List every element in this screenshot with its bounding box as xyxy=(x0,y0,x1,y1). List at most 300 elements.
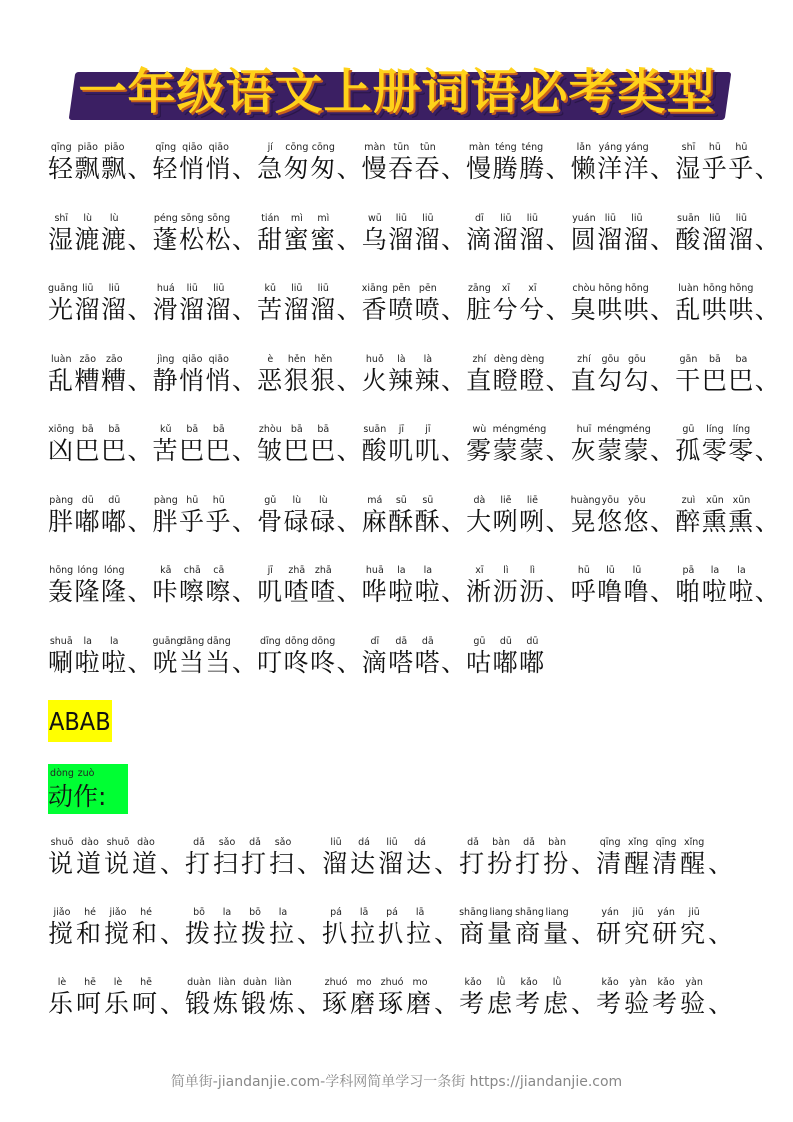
separator: 、 xyxy=(232,577,258,606)
pinyin-syllable: shī xyxy=(54,212,69,224)
separator: 、 xyxy=(127,224,153,254)
word-text: 考验考验 xyxy=(596,989,709,1018)
pinyin-syllable: hū xyxy=(735,142,748,153)
separator: 、 xyxy=(434,919,460,948)
separator: 、 xyxy=(336,295,362,324)
pinyin-syllable: liàn xyxy=(274,977,292,988)
word-item xyxy=(48,907,160,949)
pinyin-syllable: dèng xyxy=(493,353,518,365)
pinyin-syllable: shuā xyxy=(49,635,73,647)
word-text: 灰蒙蒙 xyxy=(570,436,651,465)
word-text: 锻炼锻炼 xyxy=(185,989,298,1018)
pinyin-syllable: ba xyxy=(735,353,748,365)
word-item xyxy=(257,424,337,466)
word-item xyxy=(48,283,128,325)
pinyin-syllable: hū xyxy=(212,494,225,506)
pinyin-syllable: liū xyxy=(526,212,539,224)
pinyin-syllable: dà xyxy=(473,494,486,506)
pinyin-syllable: huǒ xyxy=(365,353,384,365)
pinyin-syllable: lóng xyxy=(103,565,125,576)
category-text: 动作: xyxy=(48,782,107,811)
word-item xyxy=(466,495,546,537)
separator: 、 xyxy=(708,849,734,878)
pinyin-syllable: shāng xyxy=(515,907,544,918)
pinyin-syllable: liū xyxy=(709,212,721,224)
pinyin-syllable: qīng xyxy=(655,837,677,848)
pinyin-syllable: sǎo xyxy=(218,837,236,848)
pinyin-syllable: gū xyxy=(682,424,695,435)
word-text: 拨拉拨拉 xyxy=(185,919,298,948)
pinyin-syllable: cōng xyxy=(285,142,309,153)
pinyin-syllable: liàn xyxy=(218,977,236,988)
pinyin-syllable: jìng xyxy=(157,353,175,365)
word-text: 轰隆隆 xyxy=(48,577,128,606)
word-pinyin xyxy=(257,636,337,648)
pinyin-syllable: mo xyxy=(356,977,372,988)
pinyin-syllable: xī xyxy=(528,283,537,294)
word-item xyxy=(185,907,297,949)
word-row xyxy=(48,977,733,1019)
word-text: 扒拉扒拉 xyxy=(322,919,435,948)
word-text: 溜达溜达 xyxy=(322,849,435,878)
word-pinyin xyxy=(185,837,297,849)
pinyin-syllable: zhā xyxy=(288,565,306,576)
word-pinyin xyxy=(571,213,651,225)
pinyin-syllable: qiāo xyxy=(182,353,203,365)
pinyin-syllable: bā xyxy=(81,424,94,435)
pinyin-syllable: lì xyxy=(529,565,536,576)
category-label-action xyxy=(48,764,128,814)
word-text: 胖嘟嘟 xyxy=(48,506,128,536)
word-item xyxy=(571,424,651,466)
word-text: 苦溜溜 xyxy=(257,295,337,324)
pinyin-syllable: liū xyxy=(422,212,434,224)
word-pinyin xyxy=(362,142,442,154)
pinyin-syllable: bā xyxy=(290,424,303,435)
separator: 、 xyxy=(650,154,676,183)
pinyin-syllable: pá xyxy=(386,907,398,918)
word-text: 晃悠悠 xyxy=(570,506,651,536)
pinyin-syllable: gān xyxy=(679,353,698,365)
pinyin-syllable: dèng xyxy=(520,353,545,365)
word-item xyxy=(466,283,546,325)
word-pinyin xyxy=(675,354,755,366)
word-text: 搅和搅和 xyxy=(48,919,161,948)
separator: 、 xyxy=(545,436,571,465)
word-item xyxy=(675,424,755,466)
separator: 、 xyxy=(160,919,186,948)
word-text: 雾蒙蒙 xyxy=(466,436,546,465)
separator: 、 xyxy=(754,295,780,324)
separator: 、 xyxy=(127,577,153,606)
word-item xyxy=(153,213,233,255)
pinyin-syllable: jī xyxy=(425,424,431,435)
pinyin-syllable: dū xyxy=(81,494,94,506)
pinyin-syllable: la xyxy=(83,635,92,647)
separator: 、 xyxy=(754,224,780,254)
word-item xyxy=(257,636,337,678)
word-pinyin xyxy=(153,142,233,154)
word-item xyxy=(675,142,755,184)
word-pinyin xyxy=(466,213,546,225)
pinyin-syllable: è xyxy=(267,353,274,365)
pinyin-syllable: duàn xyxy=(187,977,211,988)
pinyin-syllable: dǎ xyxy=(193,837,205,848)
word-text: 臭哄哄 xyxy=(570,295,651,324)
word-item xyxy=(596,837,708,879)
pinyin-syllable: bā xyxy=(709,353,721,365)
pinyin-syllable: mo xyxy=(412,977,428,988)
pinyin-syllable: zhí xyxy=(472,353,487,365)
word-pinyin xyxy=(675,424,755,436)
pinyin-syllable: liū xyxy=(386,837,398,848)
separator: 、 xyxy=(754,154,780,183)
pinyin-syllable: xūn xyxy=(732,494,751,506)
pinyin-syllable: lǜ xyxy=(552,977,562,988)
pinyin-syllable: dāng xyxy=(206,635,231,647)
pinyin-syllable: liang xyxy=(489,907,513,918)
pinyin-syllable: zhòu xyxy=(258,424,282,435)
word-pinyin xyxy=(48,837,160,849)
pinyin-syllable: dīng xyxy=(259,635,281,647)
word-pinyin xyxy=(466,495,546,507)
pinyin-syllable: yáng xyxy=(598,142,623,153)
pinyin-syllable: luàn xyxy=(50,353,72,365)
pinyin-syllable: shuō xyxy=(106,837,130,848)
word-text: 香喷喷 xyxy=(361,295,442,324)
word-item xyxy=(322,837,434,879)
pinyin-syllable: hē xyxy=(84,977,96,988)
pinyin-syllable: dào xyxy=(81,837,99,848)
separator: 、 xyxy=(650,365,676,395)
pinyin-syllable: mì xyxy=(317,212,330,224)
separator: 、 xyxy=(441,365,467,395)
word-text: 打扮打扮 xyxy=(459,849,572,878)
word-item xyxy=(153,495,233,537)
word-text: 轻飘飘 xyxy=(48,154,128,183)
pinyin-syllable: piāo xyxy=(104,142,125,153)
pinyin-syllable: lū xyxy=(606,565,615,576)
word-text: 大咧咧 xyxy=(466,506,546,536)
pinyin-syllable: shāng xyxy=(459,907,488,918)
word-pinyin xyxy=(257,142,337,154)
word-pinyin xyxy=(153,495,233,507)
pinyin-syllable: qiāo xyxy=(208,142,229,153)
pinyin-syllable: cā xyxy=(213,565,225,576)
pinyin-syllable: xiāng xyxy=(361,283,388,294)
word-item xyxy=(257,142,337,184)
word-text: 琢磨琢磨 xyxy=(322,989,435,1018)
pinyin-syllable: huā xyxy=(365,565,384,576)
pinyin-syllable: yōu xyxy=(628,494,646,506)
pinyin-syllable: pā xyxy=(682,565,695,576)
pinyin-syllable: liū xyxy=(82,283,94,294)
separator: 、 xyxy=(127,506,153,536)
pinyin-syllable: piāo xyxy=(77,142,98,153)
word-item xyxy=(459,907,571,949)
word-pinyin xyxy=(466,142,546,154)
pinyin-syllable: dāng xyxy=(180,635,205,647)
word-item xyxy=(596,907,708,949)
separator: 、 xyxy=(754,506,780,536)
pinyin-syllable: liū xyxy=(317,283,329,294)
pinyin-syllable: pàng xyxy=(153,494,178,506)
separator: 、 xyxy=(232,154,258,183)
pinyin-syllable: jí xyxy=(267,142,273,153)
pinyin-syllable: chòu xyxy=(572,283,596,294)
pinyin-syllable: kā xyxy=(160,565,172,576)
pinyin-syllable: yàn xyxy=(629,977,647,988)
pinyin-syllable: méng xyxy=(597,424,625,435)
pinyin-syllable: sū xyxy=(395,494,407,506)
pinyin-syllable: dū xyxy=(499,635,512,647)
word-text: 蓬松松 xyxy=(152,224,233,254)
pinyin-syllable: dū xyxy=(526,635,539,647)
pinyin-syllable: yàn xyxy=(685,977,703,988)
word-item xyxy=(153,283,233,325)
pinyin-syllable: liū xyxy=(291,283,303,294)
word-pinyin xyxy=(571,283,651,295)
pinyin-syllable: zāo xyxy=(105,353,123,365)
pinyin-syllable: duàn xyxy=(243,977,267,988)
word-pinyin xyxy=(185,907,297,919)
word-item xyxy=(322,907,434,949)
word-item xyxy=(362,565,442,607)
word-text: 皱巴巴 xyxy=(257,436,337,465)
word-item xyxy=(466,142,546,184)
pinyin-syllable: líng xyxy=(706,424,724,435)
word-pinyin xyxy=(153,424,233,436)
word-row xyxy=(48,837,733,879)
word-text: 火辣辣 xyxy=(361,365,442,395)
pinyin-syllable: liū xyxy=(500,212,512,224)
word-item xyxy=(153,424,233,466)
pinyin-syllable: xī xyxy=(475,565,484,576)
separator: 、 xyxy=(754,365,780,395)
word-item xyxy=(153,565,233,607)
word-item xyxy=(571,213,651,255)
pinyin-syllable: kǔ xyxy=(264,283,277,294)
word-pinyin xyxy=(362,283,442,295)
pinyin-syllable: kǎo xyxy=(464,977,482,988)
word-text: 啪啦啦 xyxy=(675,577,755,606)
word-item xyxy=(257,213,337,255)
word-pinyin xyxy=(48,424,128,436)
pinyin-syllable: luàn xyxy=(678,283,699,294)
pinyin-syllable: bā xyxy=(108,424,121,435)
word-pinyin xyxy=(466,354,546,366)
pinyin-syllable: bā xyxy=(186,424,199,435)
word-pinyin xyxy=(362,565,442,577)
pinyin-syllable: yán xyxy=(601,907,619,918)
pinyin-syllable: tián xyxy=(261,212,280,224)
separator: 、 xyxy=(160,849,186,878)
separator: 、 xyxy=(336,577,362,606)
word-pinyin xyxy=(459,977,571,989)
pinyin-syllable: suān xyxy=(363,424,387,435)
pinyin-syllable: téng xyxy=(521,142,544,153)
word-pinyin xyxy=(571,495,651,507)
pinyin-syllable: téng xyxy=(495,142,517,153)
pinyin-syllable: jiū xyxy=(632,907,644,918)
pinyin-syllable: líng xyxy=(732,424,751,435)
separator: 、 xyxy=(441,295,467,324)
separator: 、 xyxy=(650,506,676,536)
separator: 、 xyxy=(127,295,153,324)
separator: 、 xyxy=(650,577,676,606)
word-pinyin xyxy=(48,907,160,919)
separator: 、 xyxy=(297,849,323,878)
pinyin-syllable: lóng xyxy=(77,565,98,576)
pinyin-syllable: bàn xyxy=(492,837,511,848)
pinyin-syllable: tūn xyxy=(419,142,436,153)
page-footer: 简单街-jiandanjie.com-学科网简单学习一条街 https://jiandanjie.com xyxy=(170,1074,623,1090)
word-pinyin xyxy=(362,424,442,436)
pinyin-syllable: liū xyxy=(395,212,407,224)
word-item xyxy=(571,354,651,396)
word-item xyxy=(362,283,442,325)
pinyin-syllable: yōu xyxy=(601,494,620,506)
page-title: 一年级语文上册词语必考类型 xyxy=(78,64,716,120)
word-item xyxy=(596,977,708,1019)
pinyin-syllable: pá xyxy=(330,907,342,918)
pinyin-syllable: cōng xyxy=(311,142,335,153)
pinyin-syllable: méng xyxy=(623,424,651,435)
word-item xyxy=(459,837,571,879)
word-pinyin xyxy=(459,837,571,849)
word-text: 清醒清醒 xyxy=(596,849,709,878)
pinyin-syllable: qīng xyxy=(599,837,621,848)
word-pinyin xyxy=(596,907,708,919)
pinyin-syllable: zhā xyxy=(314,565,332,576)
pinyin-syllable: dōng xyxy=(311,635,336,647)
word-pinyin xyxy=(362,354,442,366)
pinyin-syllable: lā xyxy=(359,907,369,918)
word-pinyin xyxy=(596,837,708,849)
pinyin-syllable: lù xyxy=(318,494,328,506)
word-item xyxy=(48,424,128,466)
word-text: 滴嗒嗒 xyxy=(361,647,442,677)
separator: 、 xyxy=(232,224,258,254)
word-item xyxy=(675,283,755,325)
word-text: 胖乎乎 xyxy=(152,506,233,536)
pinyin-syllable: gōu xyxy=(627,353,646,365)
pinyin-syllable: bàn xyxy=(548,837,567,848)
pinyin-syllable: xǐng xyxy=(627,837,649,848)
word-text: 湿乎乎 xyxy=(675,154,755,183)
word-text: 打扫打扫 xyxy=(185,849,298,878)
pinyin-syllable: qiāo xyxy=(208,353,229,365)
pinyin-syllable: pàng xyxy=(49,494,74,506)
separator: 、 xyxy=(441,577,467,606)
separator: 、 xyxy=(571,849,597,878)
word-text: 淅沥沥 xyxy=(466,577,546,606)
pinyin-syllable: huàng xyxy=(570,494,601,506)
word-pinyin xyxy=(257,424,337,436)
pinyin-syllable: péng xyxy=(153,212,178,224)
pinyin-syllable: dī xyxy=(475,212,484,224)
category-pinyin xyxy=(50,768,98,780)
pinyin-syllable: yán xyxy=(657,907,675,918)
word-text: 麻酥酥 xyxy=(361,506,442,536)
separator: 、 xyxy=(545,295,571,324)
section-label-abab: ABAB xyxy=(48,700,112,742)
word-item xyxy=(322,977,434,1019)
pinyin-syllable: màn xyxy=(364,142,386,153)
word-pinyin xyxy=(257,565,337,577)
pinyin-syllable: liē xyxy=(526,494,538,506)
word-item xyxy=(571,495,651,537)
pinyin-syllable: kǎo xyxy=(520,977,538,988)
pinyin-syllable: dū xyxy=(108,494,121,506)
pinyin-syllable: lù xyxy=(292,494,302,506)
pinyin-syllable: huī xyxy=(576,424,592,435)
word-text: 叽喳喳 xyxy=(257,577,337,606)
pinyin-syllable: hōng xyxy=(624,283,649,294)
word-pinyin xyxy=(322,837,434,849)
word-pinyin xyxy=(153,213,233,225)
pinyin-syllable: liū xyxy=(735,212,748,224)
pinyin-syllable: yuán xyxy=(572,212,596,224)
pinyin-syllable: lù xyxy=(109,212,119,224)
word-pinyin xyxy=(48,142,128,154)
word-pinyin xyxy=(675,283,755,295)
word-pinyin xyxy=(153,283,233,295)
word-text: 咣当当 xyxy=(152,647,233,677)
pinyin-syllable: yáng xyxy=(625,142,649,153)
word-pinyin xyxy=(153,354,233,366)
word-pinyin xyxy=(675,213,755,225)
word-text: 急匆匆 xyxy=(257,154,337,183)
word-text: 直瞪瞪 xyxy=(466,365,546,395)
word-row xyxy=(48,565,780,607)
separator: 、 xyxy=(232,647,258,677)
pinyin-syllable: lǜ xyxy=(496,977,506,988)
word-text: 湿漉漉 xyxy=(48,224,128,254)
pinyin-syllable: méng xyxy=(519,424,547,435)
word-item xyxy=(48,636,128,678)
pinyin-syllable: huá xyxy=(156,283,175,294)
pinyin-syllable: dòng xyxy=(50,768,74,779)
pinyin-syllable: màn xyxy=(468,142,490,153)
pinyin-syllable: la xyxy=(222,907,232,918)
separator: 、 xyxy=(160,989,186,1018)
word-pinyin xyxy=(48,977,160,989)
word-pinyin xyxy=(257,354,337,366)
word-text: 乱糟糟 xyxy=(48,365,128,395)
separator: 、 xyxy=(297,989,323,1018)
word-pinyin xyxy=(153,565,233,577)
pinyin-syllable: qīng xyxy=(155,142,177,153)
separator: 、 xyxy=(232,506,258,536)
word-text: 酸溜溜 xyxy=(675,224,755,254)
pinyin-syllable: xǐng xyxy=(683,837,705,848)
word-item xyxy=(466,565,546,607)
word-row xyxy=(48,283,780,325)
pinyin-syllable: hē xyxy=(140,977,152,988)
separator: 、 xyxy=(336,506,362,536)
word-text: 商量商量 xyxy=(459,919,572,948)
word-pinyin xyxy=(48,495,128,507)
word-text: 醉熏熏 xyxy=(675,506,755,536)
word-pinyin xyxy=(571,354,651,366)
pinyin-syllable: la xyxy=(737,565,746,576)
separator: 、 xyxy=(232,436,258,465)
word-item xyxy=(362,495,442,537)
pinyin-syllable: hōng xyxy=(49,565,74,576)
word-pinyin xyxy=(466,636,546,648)
pinyin-syllable: hé xyxy=(84,907,96,918)
